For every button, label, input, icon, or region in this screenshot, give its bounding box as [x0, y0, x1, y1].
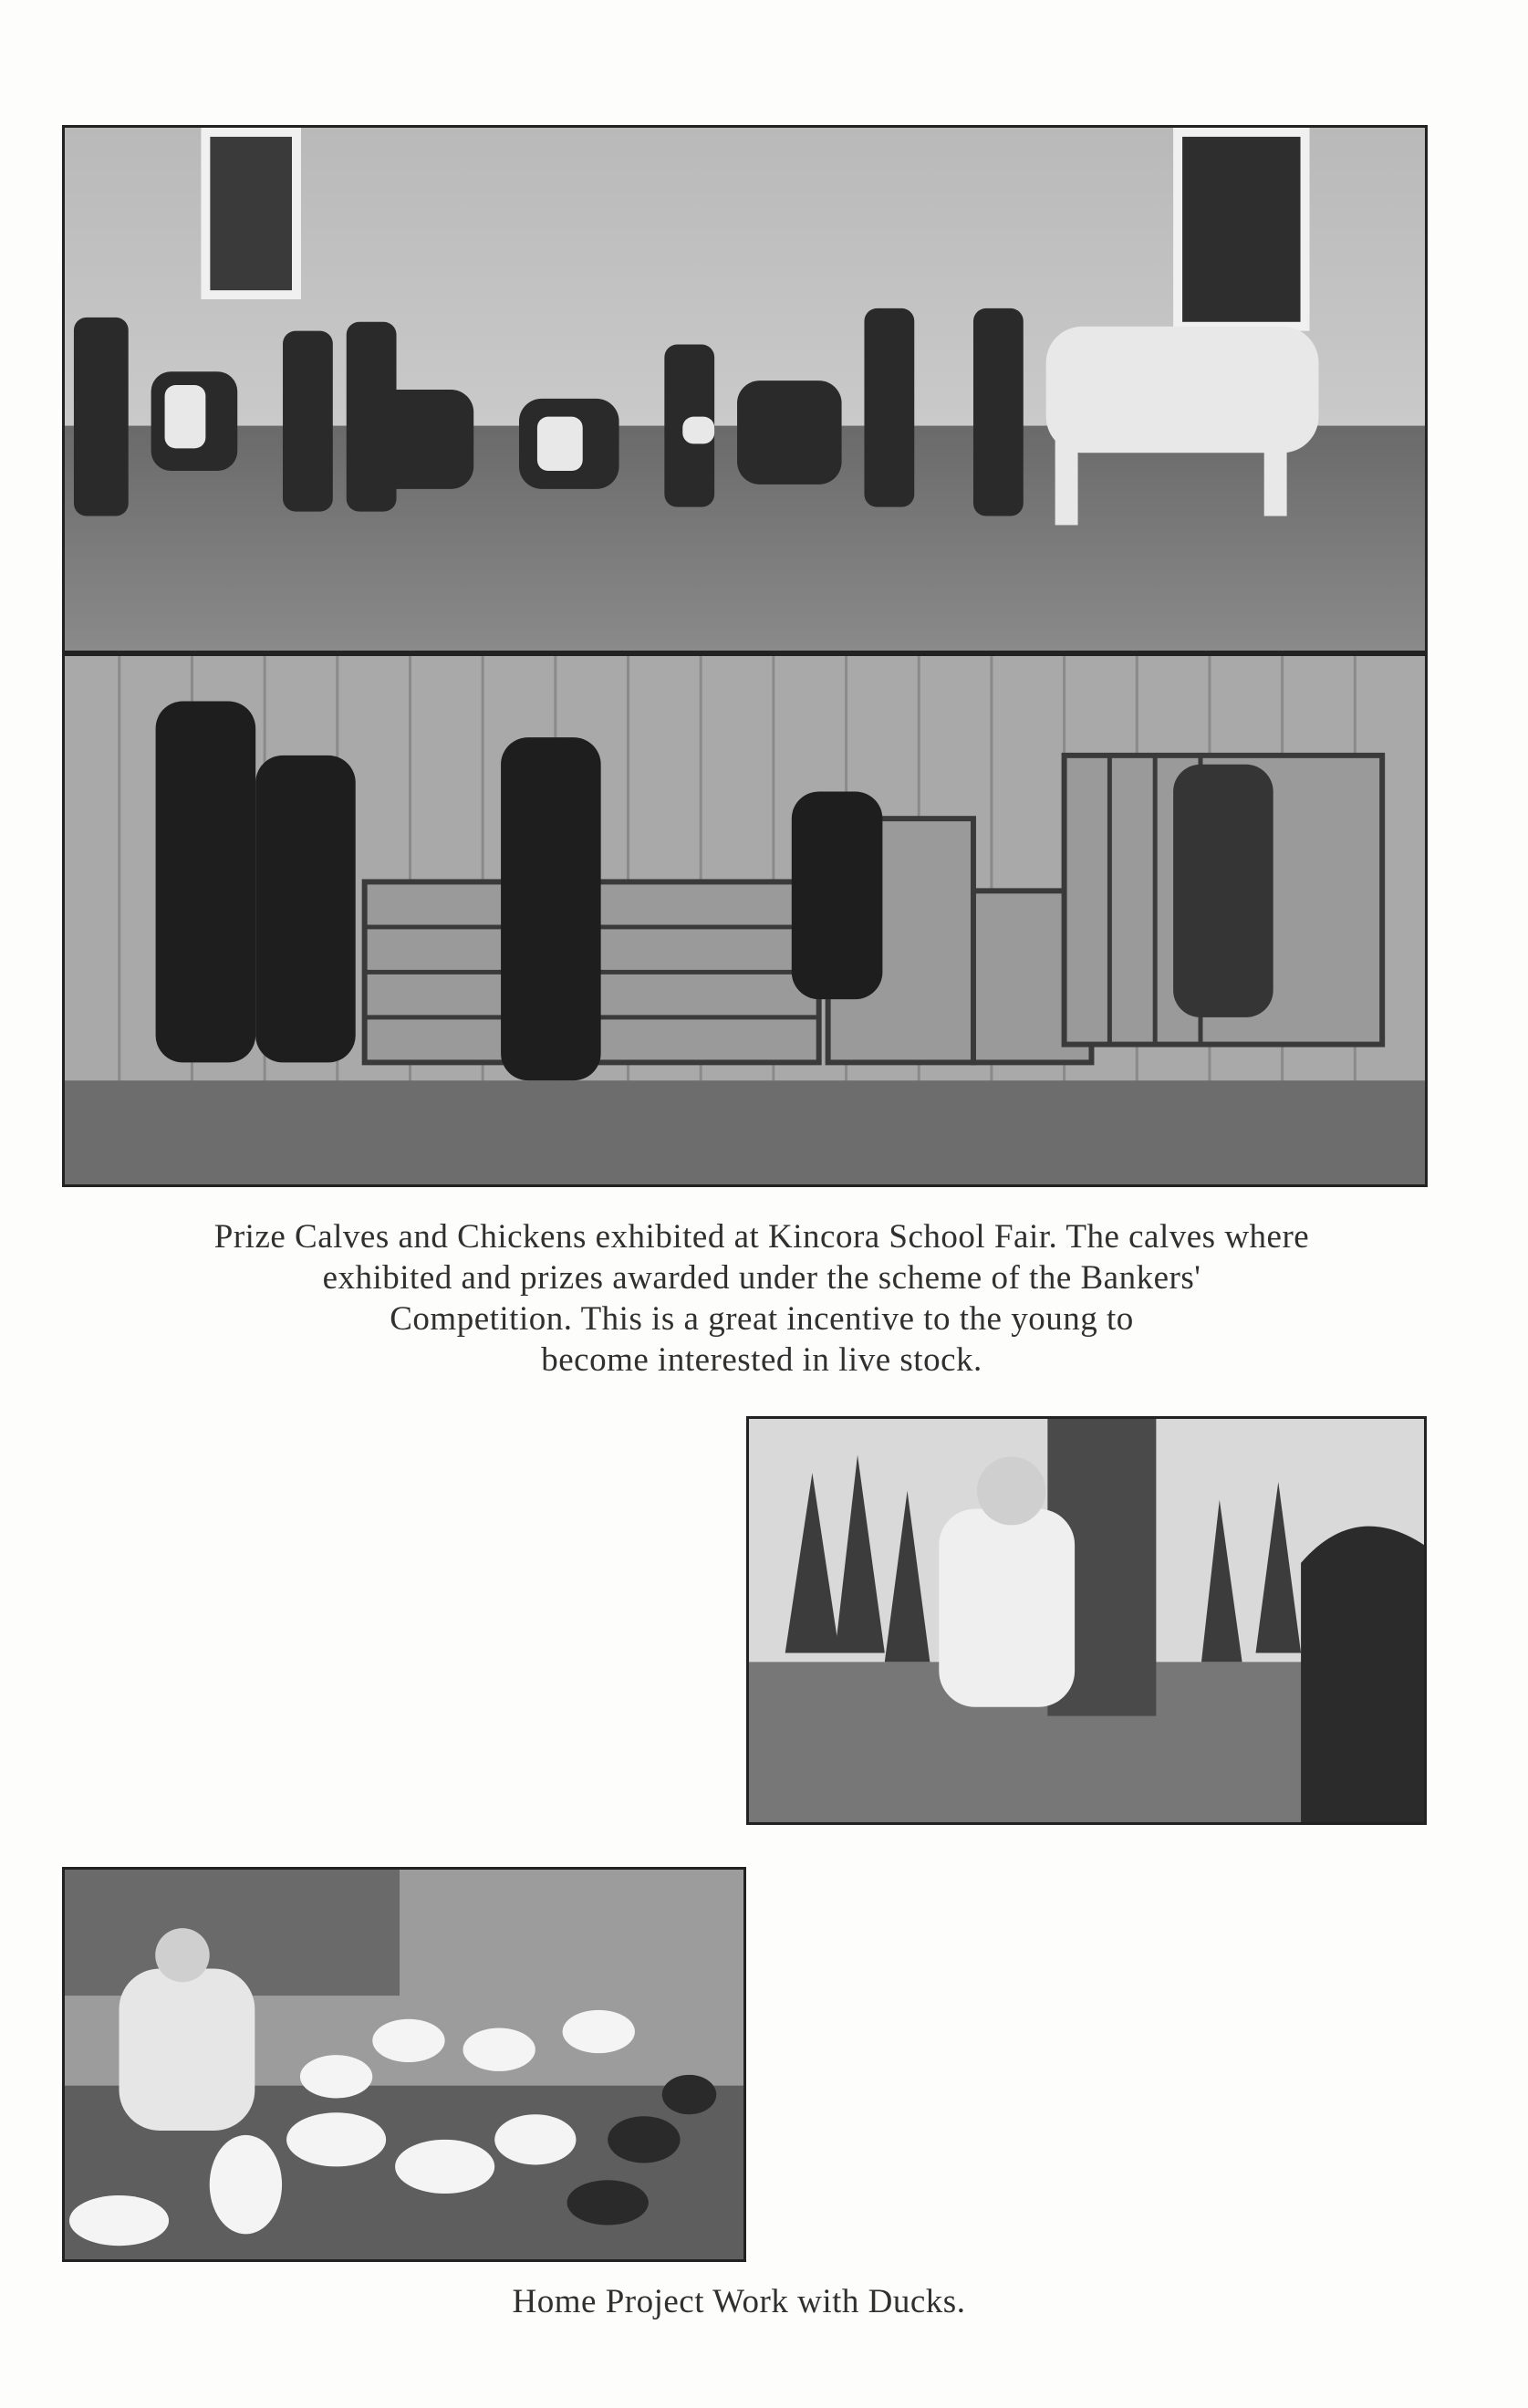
- girl-photo-graphic: [749, 1419, 1424, 1822]
- photo-ducks: [62, 1867, 746, 2262]
- caption-line-4: become interested in live stock.: [541, 1341, 982, 1379]
- ducks-photo-graphic: [65, 1870, 743, 2259]
- photo-girl-by-tree: [746, 1416, 1427, 1825]
- photo-calves-exhibit: [62, 125, 1428, 653]
- caption-line-1: Prize Calves and Chickens exhibited at Kincora School Fair. The calves where: [213, 1218, 1310, 1256]
- caption-line-2: exhibited and prizes awarded under the scheme of the Bankers': [322, 1259, 1201, 1297]
- photo-chickens-exhibit: [62, 653, 1428, 1187]
- caption-ducks: Home Project Work with Ducks.: [512, 2283, 966, 2320]
- caption-line-3: Competition. This is a great incentive to the young to: [390, 1300, 1134, 1338]
- calves-photo-graphic: [65, 128, 1425, 651]
- caption-calves-chickens: [36, 1216, 1487, 1381]
- chickens-photo-graphic: [65, 656, 1425, 1184]
